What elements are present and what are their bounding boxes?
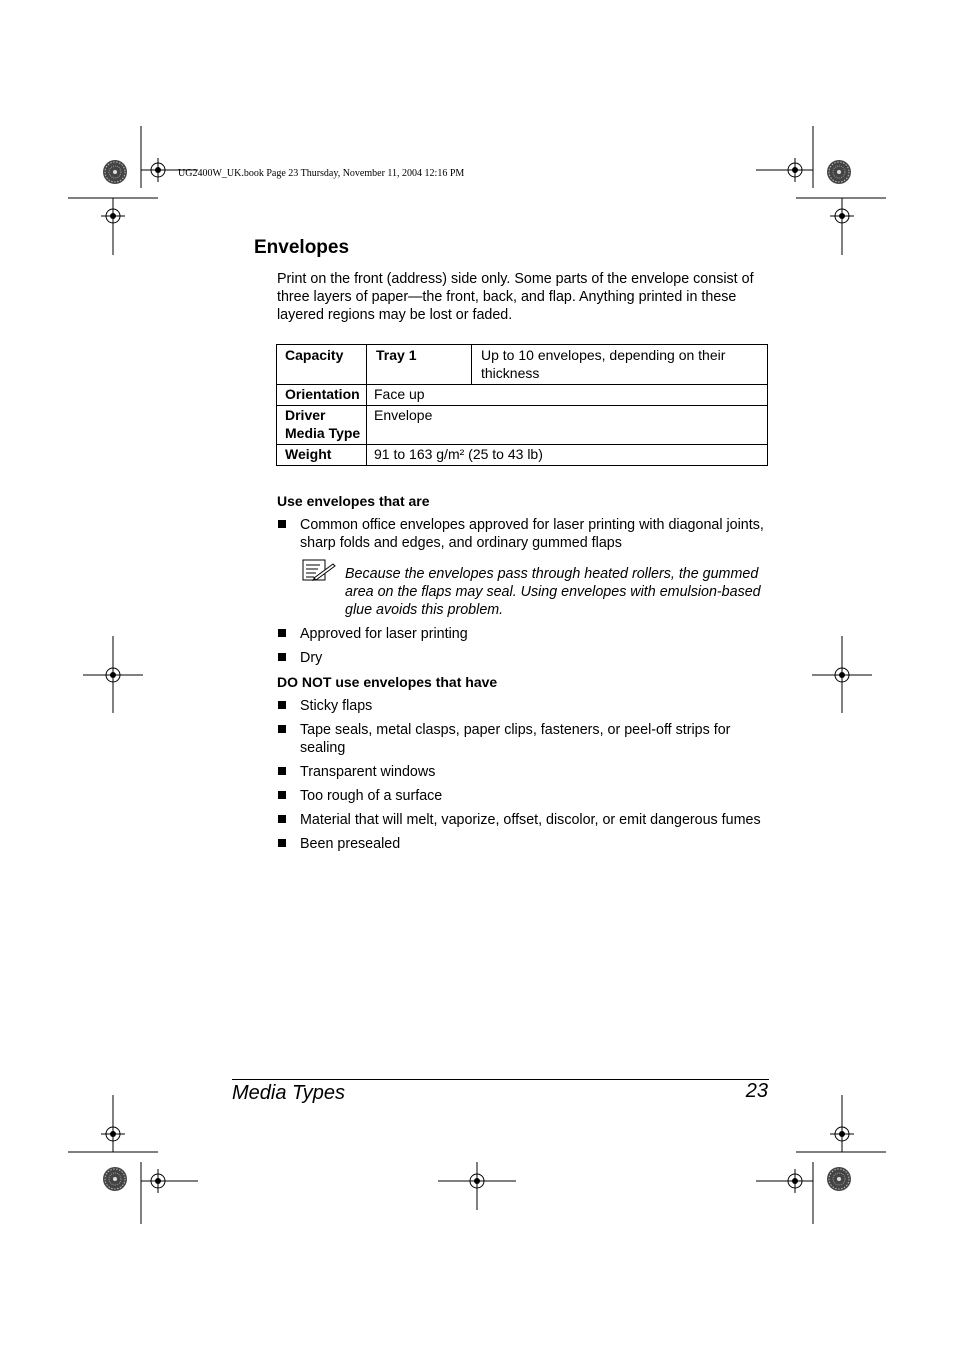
intro-paragraph: Print on the front (address) side only. Some parts of the envelope consist of three layers of paper—the front, back, and flap. Anything printed in these layered regions may be lost or faded. — [277, 271, 754, 323]
bullet-square-icon — [278, 701, 286, 709]
driver-label-line-1: Driver — [285, 407, 326, 423]
table-row-capacity — [277, 345, 768, 385]
weight-value: 91 to 163 g/m² (25 to 43 lb) — [367, 445, 768, 466]
bullet-square-icon — [278, 725, 286, 733]
list-item: Tape seals, metal clasps, paper clips, fasteners, or peel-off strips for sealing — [277, 721, 769, 757]
footer-title: Media Types — [232, 1082, 346, 1104]
section-title: Envelopes — [254, 237, 350, 258]
list-item: Transparent windows — [277, 763, 769, 781]
footer-rule — [232, 1079, 769, 1080]
driver-media-type-value: Envelope — [367, 406, 768, 445]
capacity-value: Up to 10 envelopes, depending on their thickness — [472, 345, 768, 385]
list-item: Been presealed — [277, 835, 769, 853]
page-number: 23 — [745, 1080, 768, 1102]
orientation-value: Face up — [367, 385, 768, 406]
use-list-secondary — [277, 625, 769, 673]
printer-slug-line: UG2400W_UK.book Page 23 Thursday, November 11, 2004 12:16 PM — [178, 168, 465, 179]
list-item: Approved for laser printing — [277, 625, 769, 643]
table-row-weight — [277, 445, 768, 466]
note-pencil-icon — [302, 559, 336, 583]
envelope-spec-table — [276, 344, 768, 466]
bullet-square-icon — [278, 791, 286, 799]
capacity-label: Capacity — [277, 345, 367, 385]
bullet-square-icon — [278, 629, 286, 637]
driver-media-type-label — [277, 406, 367, 445]
table-row-driver-media-type — [277, 406, 768, 445]
do-not-use-list — [277, 697, 769, 859]
list-item: Material that will melt, vaporize, offset, discolor, or emit dangerous fumes — [277, 811, 769, 829]
bullet-square-icon — [278, 815, 286, 823]
driver-label-line-2: Media Type — [285, 425, 361, 441]
bullet-square-icon — [278, 520, 286, 528]
table-row-orientation — [277, 385, 768, 406]
list-item: Common office envelopes approved for laser printing with diagonal joints, sharp folds and edges, and ordinary gummed flaps — [277, 516, 769, 552]
orientation-label: Orientation — [277, 385, 367, 406]
weight-label: Weight — [277, 445, 367, 466]
capacity-tray: Tray 1 — [367, 345, 472, 385]
use-envelopes-heading: Use envelopes that are — [277, 493, 430, 509]
list-item: Dry — [277, 649, 769, 667]
list-item: Too rough of a surface — [277, 787, 769, 805]
note-text: Because the envelopes pass through heated rollers, the gummed area on the flaps may seal. Using envelopes with emulsion-based glue avoids this problem. — [345, 566, 761, 618]
bullet-square-icon — [278, 653, 286, 661]
do-not-use-heading: DO NOT use envelopes that have — [277, 674, 498, 690]
use-list-primary — [277, 516, 769, 558]
list-item: Sticky flaps — [277, 697, 769, 715]
bullet-square-icon — [278, 767, 286, 775]
bullet-square-icon — [278, 839, 286, 847]
